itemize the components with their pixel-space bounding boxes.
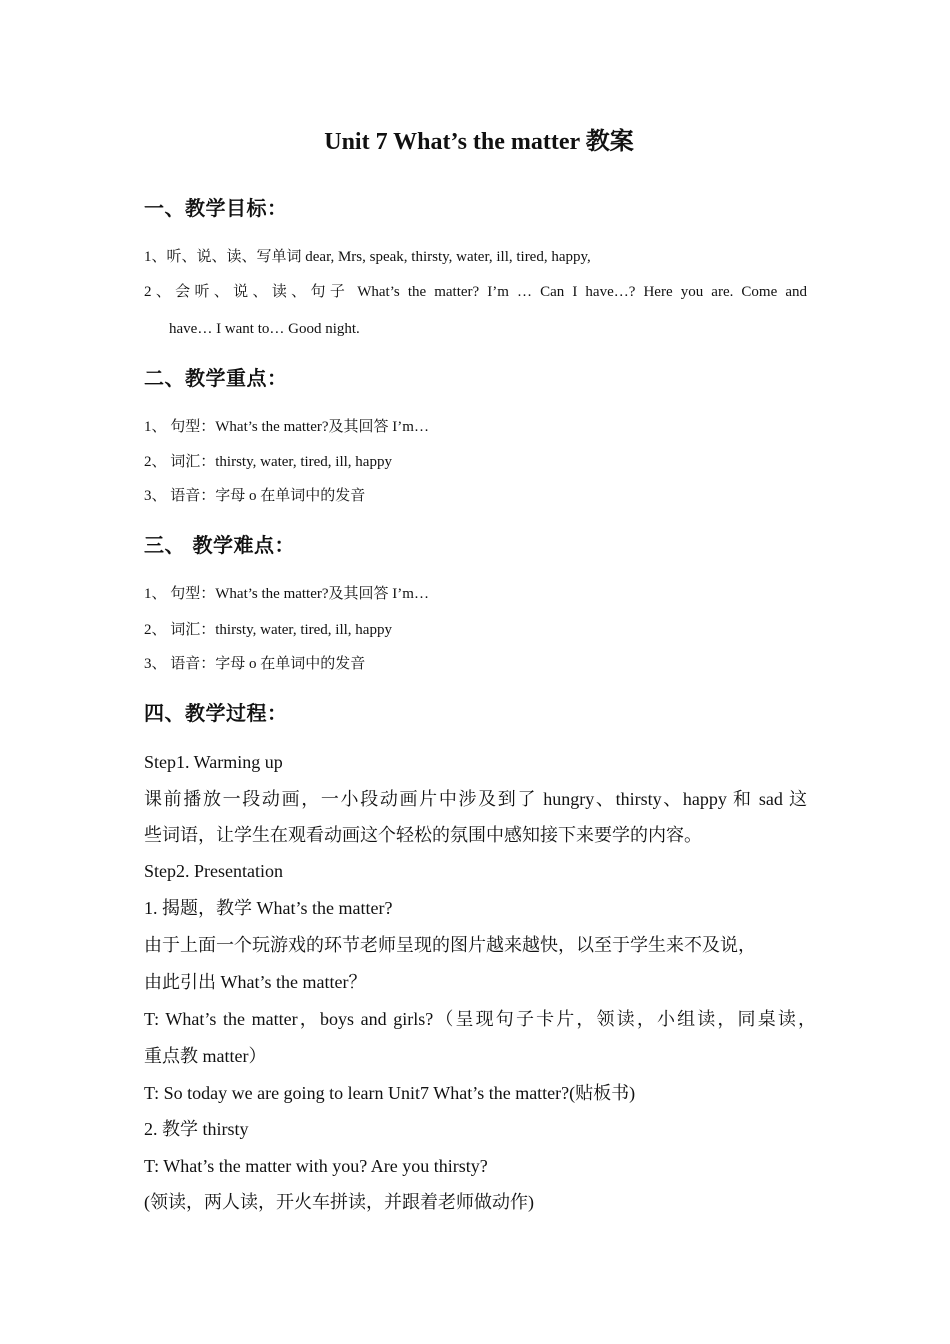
document-title: Unit 7 What’s the matter 教案 xyxy=(324,129,634,155)
section-heading-process: 四、教学过程： xyxy=(144,701,288,725)
difficulty-item: 2、 词汇：thirsty, water, tired, ill, happy xyxy=(144,622,392,638)
key-point-item: 1、 句型：What’s the matter?及其回答 I’m… xyxy=(144,419,429,435)
process-item: 2. 教学 thirsty xyxy=(144,1119,249,1139)
process-note: (领读，两人读，开火车拼读，并跟着老师做动作) xyxy=(144,1192,534,1212)
difficulty-item: 3、 语音：字母 o 在单词中的发音 xyxy=(144,656,366,672)
process-dialogue: T: What’s the matter，boys and girls?（呈现句子卡片，领读，小组读，同桌读， xyxy=(144,1009,816,1029)
process-paragraph: 由于上面一个玩游戏的环节老师呈现的图片越来越快，以至于学生来不及说， xyxy=(144,935,756,955)
process-dialogue: T: So today we are going to learn Unit7 What’s the matter?(贴板书) xyxy=(144,1083,636,1103)
step-heading-warming-up: Step1. Warming up xyxy=(144,752,283,772)
step-heading-presentation: Step2. Presentation xyxy=(144,861,283,881)
section-heading-objectives: 一、教学目标： xyxy=(144,196,288,220)
key-point-item: 3、 语音：字母 o 在单词中的发音 xyxy=(144,488,366,504)
process-dialogue: 重点教 matter） xyxy=(144,1046,267,1066)
section-heading-difficulties: 三、 教学难点： xyxy=(144,533,295,557)
process-dialogue: T: What’s the matter with you? Are you thirsty? xyxy=(144,1156,488,1176)
process-paragraph: 课前播放一段动画，一小段动画片中涉及到了 hungry、thirsty、happy 和 sad 这 xyxy=(144,789,807,809)
section-heading-key-points: 二、教学重点： xyxy=(144,366,288,390)
process-paragraph: 些词语，让学生在观看动画这个轻松的氛围中感知接下来要学的内容。 xyxy=(144,825,702,845)
objective-item-continued: have… I want to… Good night. xyxy=(169,321,360,337)
process-paragraph: 由此引出 What’s the matter？ xyxy=(144,972,367,992)
difficulty-item: 1、 句型：What’s the matter?及其回答 I’m… xyxy=(144,586,429,602)
key-point-item: 2、 词汇：thirsty, water, tired, ill, happy xyxy=(144,454,392,470)
objective-item: 2、会听、说、读、句子 What’s the matter? I’m … Can I have…? Here you are. Come and xyxy=(144,284,807,300)
process-item: 1. 揭题，教学 What’s the matter? xyxy=(144,898,393,918)
objective-item: 1、听、说、读、写单词 dear, Mrs, speak, thirsty, water, ill, tired, happy, xyxy=(144,249,591,265)
